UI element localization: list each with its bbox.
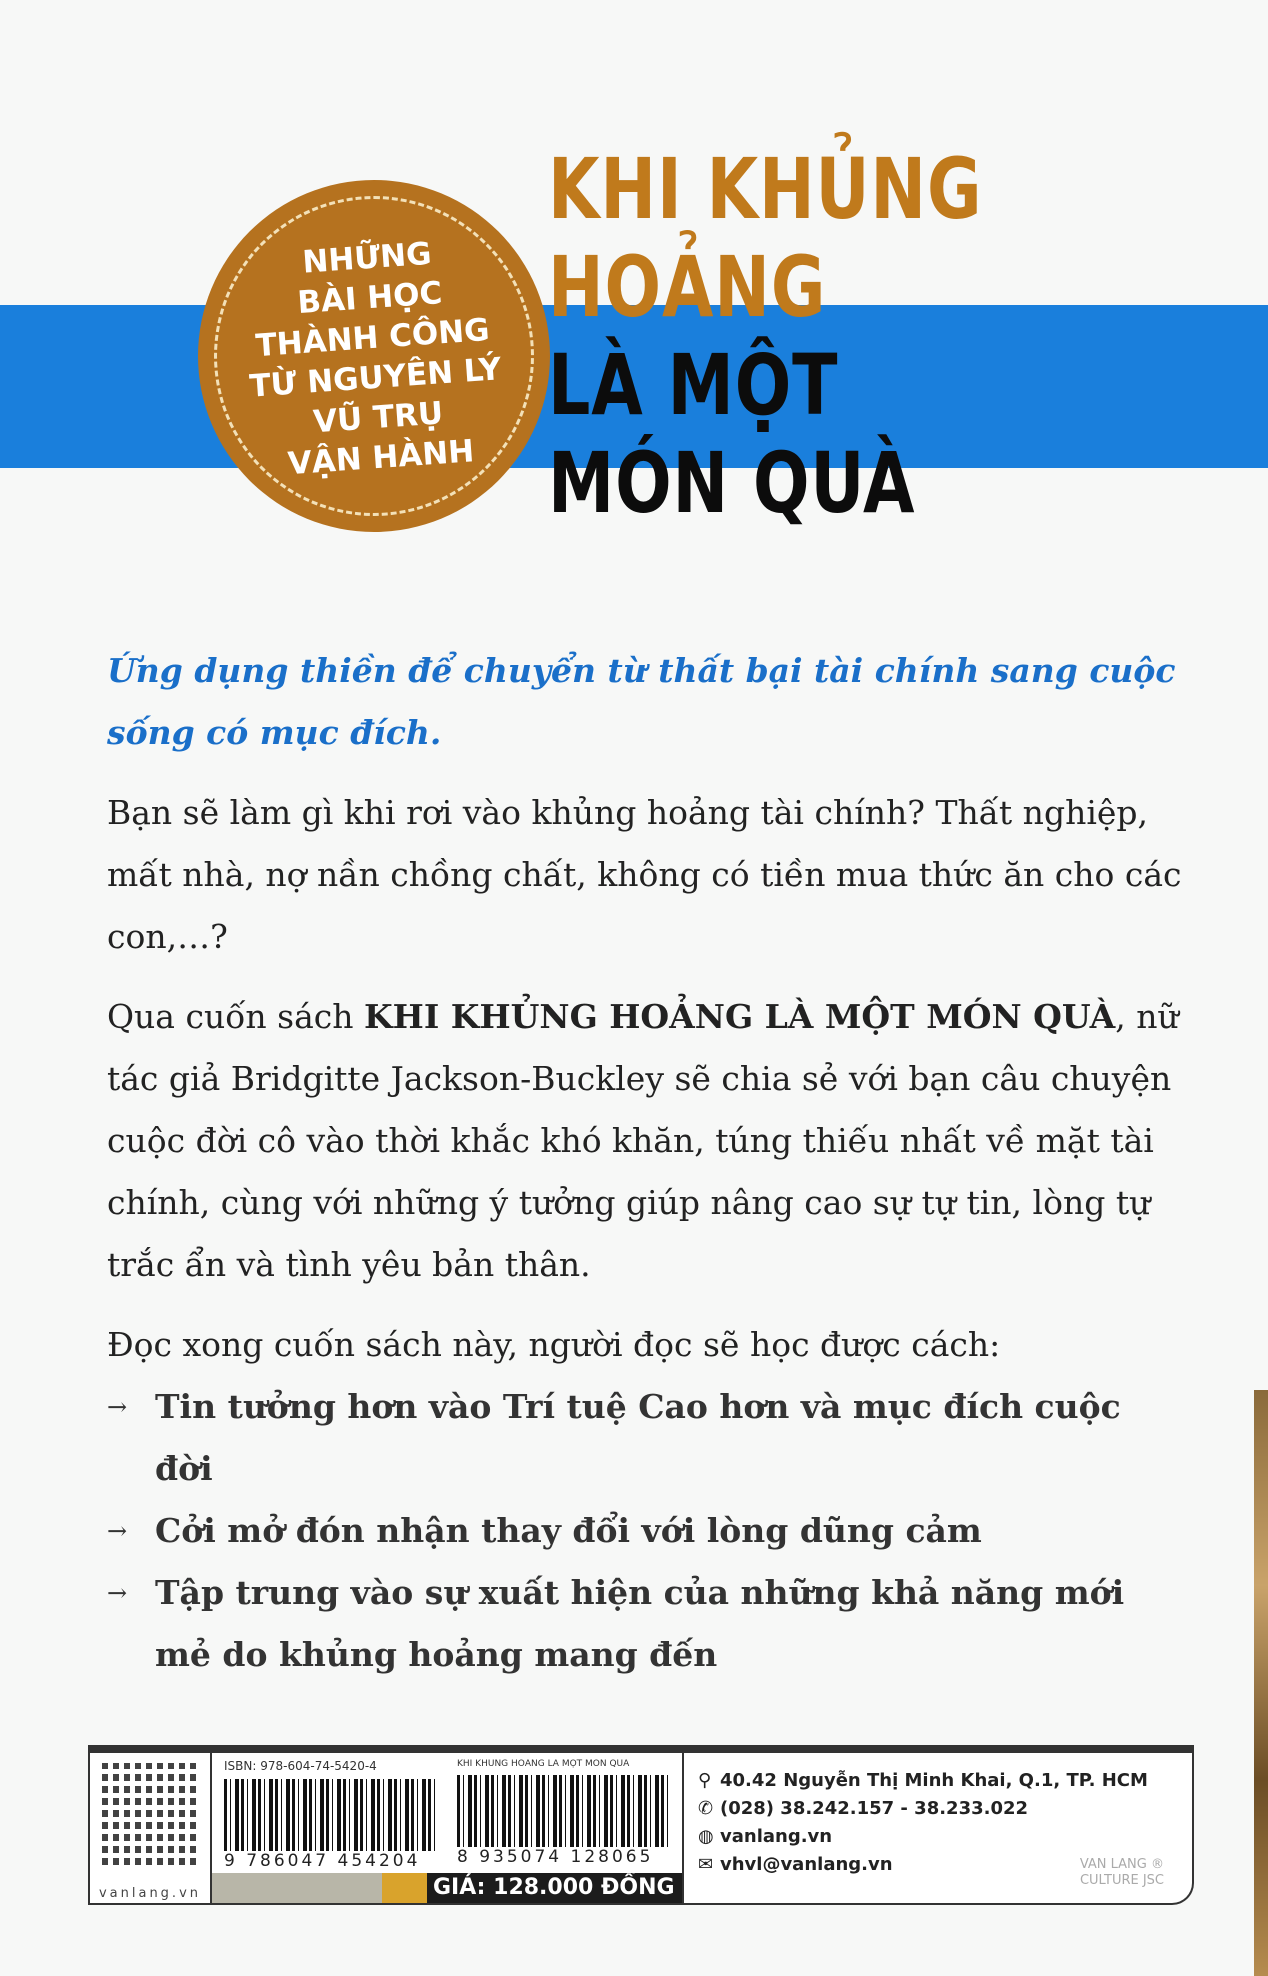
title-line: MÓN QUÀ [548, 434, 916, 532]
isbn-barcode [224, 1759, 439, 1871]
phone-row [698, 1795, 1192, 1823]
phone: (028) 38.242.157 - 38.233.022 [720, 1798, 1029, 1819]
bullet-text: Cởi mở đón nhận thay đổi với lòng dũng cảm [155, 1511, 982, 1550]
qr-section [90, 1753, 212, 1903]
book-title [548, 140, 1042, 532]
title-line: LÀ MỘT [548, 336, 839, 434]
location-pin-icon: ⚲ [698, 1770, 712, 1791]
brand-line: VAN LANG ® [1079, 1857, 1164, 1872]
ean-number: 8 935074 128065 [457, 1847, 654, 1867]
globe-icon: ◍ [698, 1826, 714, 1847]
badge-text [190, 226, 558, 490]
barcode-title: KHI KHỦNG HOẢNG LÀ MỘT MÓN QUÀ [457, 1759, 630, 1769]
mail-icon: ✉ [698, 1854, 714, 1875]
badge-line: VŨ TRỤ [312, 395, 445, 441]
qr-url: vanlang.vn [98, 1886, 202, 1901]
phone-icon: ✆ [698, 1798, 714, 1819]
barcode-bars [224, 1779, 439, 1851]
blurb [107, 640, 1187, 1686]
barcode-bars [457, 1775, 672, 1847]
barcode-section [212, 1753, 684, 1903]
address-row [698, 1767, 1192, 1795]
qr-code[interactable] [102, 1763, 198, 1865]
bullet-text: Tập trung vào sự xuất hiện của những khả năng mới mẻ do khủng hoảng mang đến [155, 1573, 1125, 1674]
badge-line: THÀNH CÔNG [254, 311, 491, 365]
title-line: HOẢNG [548, 238, 827, 336]
badge-line: TỪ NGUYÊN LÝ [248, 351, 503, 405]
isbn-label: ISBN: 978-604-74-5420-4 [224, 1759, 377, 1773]
price-bar-gray [212, 1873, 382, 1903]
badge-line: NHỮNG [301, 235, 433, 281]
price: GIÁ: 128.000 ĐỒNG [427, 1873, 682, 1903]
arrow-icon: → [107, 1517, 128, 1545]
web-row [698, 1823, 1192, 1851]
ean-barcode [457, 1759, 672, 1867]
paragraph-3: Đọc xong cuốn sách này, người đọc sẽ học được cách: [107, 1325, 1001, 1364]
bullet-item [107, 1500, 1187, 1562]
website-link[interactable]: vanlang.vn [720, 1826, 833, 1847]
publisher-info-box [88, 1745, 1194, 1905]
bullet-item [107, 1562, 1187, 1686]
badge-line: BÀI HỌC [296, 275, 444, 322]
text: Qua cuốn sách [107, 997, 364, 1036]
book-title-inline: KHI KHỦNG HOẢNG LÀ MỘT MÓN QUÀ [363, 997, 1116, 1036]
publisher-logo [1080, 1857, 1164, 1889]
paragraph-2 [107, 986, 1187, 1296]
address: 40.42 Nguyễn Thị Minh Khai, Q.1, TP. HCM [720, 1770, 1148, 1791]
badge [198, 180, 550, 532]
contact-section [684, 1753, 1192, 1903]
price-bar [212, 1873, 682, 1903]
bullet-item [107, 1376, 1187, 1500]
text: , nữ tác giả Bridgitte Jackson-Buckley sẽ chia sẻ với bạn câu chuyện cuộc đời cô vào thời khắc khó khăn, túng thiếu nhất về mặt tài chính, cùng với những ý tưởng giúp nâng cao sự tự tin, lòng tự trắc ẩn và tình yêu bản thân. [107, 997, 1179, 1284]
lead-text: Ứng dụng thiền để chuyển từ thất bại tài chính sang cuộc sống có mục đích. [107, 651, 1176, 752]
adjacent-book-edge [1254, 1390, 1268, 1976]
email-link[interactable]: vhvl@vanlang.vn [720, 1854, 893, 1875]
isbn-number: 9 786047 454204 [224, 1851, 421, 1871]
paragraph-1: Bạn sẽ làm gì khi rơi vào khủng hoảng tài chính? Thất nghiệp, mất nhà, nợ nần chồng chất, không có tiền mua thức ăn cho các con,…? [107, 793, 1182, 956]
brand-line: CULTURE JSC [1079, 1873, 1164, 1888]
bullet-text: Tin tưởng hơn vào Trí tuệ Cao hơn và mục đích cuộc đời [155, 1387, 1121, 1488]
badge-line: VẬN HÀNH [286, 433, 476, 483]
title-line: KHI KHỦNG [548, 140, 983, 238]
arrow-icon: → [107, 1393, 128, 1421]
arrow-icon: → [107, 1579, 128, 1607]
price-bar-yellow [382, 1873, 427, 1903]
